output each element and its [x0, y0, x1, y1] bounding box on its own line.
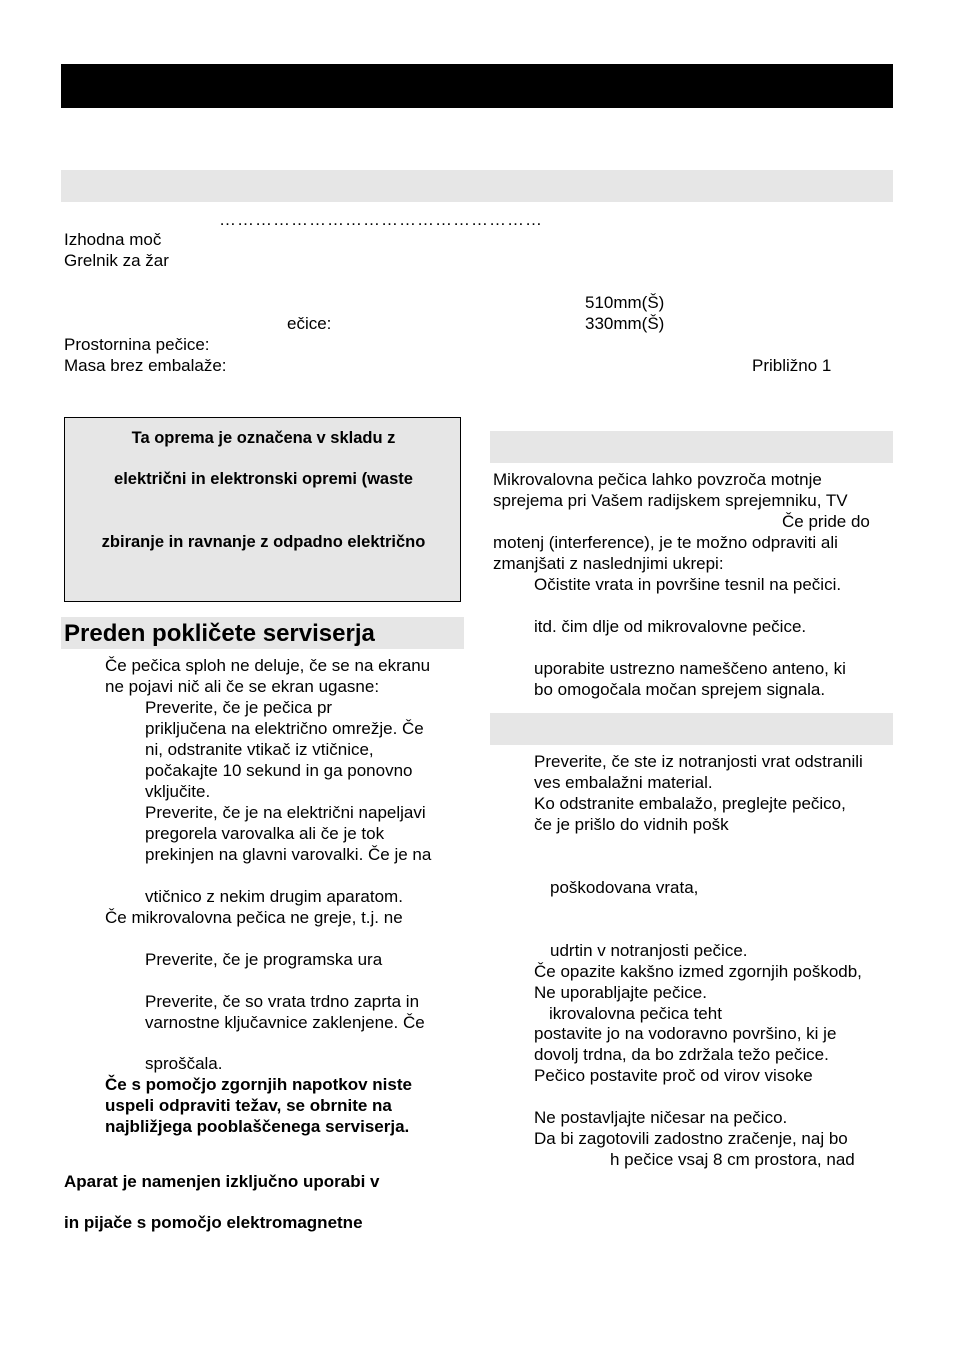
service-text-line: Če mikrovalovna pečica ne greje, t.j. ne — [105, 908, 403, 927]
spec-volume-label: Prostornina pečice: — [64, 335, 210, 354]
spec-mass-value: Približno 1 — [752, 356, 832, 375]
install-text-line: poškodovana vrata, — [550, 878, 699, 897]
spec-oven-dimension-label: ečice: — [287, 314, 332, 333]
install-text-line: Ne postavljajte ničesar na pečico. — [534, 1108, 788, 1127]
install-text-line: če je prišlo do vidnih pošk — [534, 815, 729, 834]
service-bold-line: uspeli odpraviti težav, se obrnite na — [105, 1096, 392, 1115]
service-section-title: Preden pokličete serviserja — [64, 620, 375, 647]
weee-line: zbiranje in ravnanje z odpadno električno — [101, 533, 426, 551]
service-text-line: počakajte 10 sekund in ga ponovno — [145, 761, 413, 780]
interference-text-line: zmanjšati z naslednjimi ukrepi: — [493, 554, 724, 573]
spec-output-power-label: Izhodna moč — [64, 230, 162, 249]
service-text-line: Preverite, če je pečica pr — [145, 698, 333, 717]
interference-text-line: bo omogočala močan sprejem signala. — [534, 680, 826, 699]
service-text-line: Preverite, če so vrata trdno zaprta in — [145, 992, 420, 1011]
service-text-line: Preverite, če je programska ura — [145, 950, 383, 969]
install-text-line: Preverite, če ste iz notranjosti vrat odstranili — [534, 752, 863, 771]
usage-note-line: Aparat je namenjen izključno uporabi v — [64, 1172, 380, 1191]
install-text-line: h pečice vsaj 8 cm prostora, nad — [610, 1150, 855, 1169]
install-text-line: Da bi zagotovili zadostno zračenje, naj bo — [534, 1129, 848, 1148]
service-bold-line: Če s pomočjo zgornjih napotkov niste — [105, 1075, 412, 1094]
service-text-line: vključite. — [145, 782, 211, 801]
spec-mass-label: Masa brez embalaže: — [64, 356, 227, 375]
specifications-heading-bar — [61, 170, 893, 202]
install-text-line: Pečico postavite proč od virov visoke — [534, 1066, 813, 1085]
spec-dimension-value-2: 330mm(Š) — [585, 314, 665, 333]
service-bold-line: najbližjega pooblaščenega serviserja. — [105, 1117, 410, 1136]
interference-text-line: Mikrovalovna pečica lahko povzroča motnje — [493, 470, 822, 489]
install-text-line: udrtin v notranjosti pečice. — [550, 941, 748, 960]
interference-text-line: Očistite vrata in površine tesnil na pečici. — [534, 575, 842, 594]
interference-text-line: Če pride do — [782, 512, 870, 531]
interference-text-line: uporabite ustrezno nameščeno anteno, ki — [534, 659, 846, 678]
install-text-line: dovolj trdna, da bo zdržala težo pečice. — [534, 1045, 829, 1064]
service-text-line: Če pečica sploh ne deluje, če se na ekranu — [105, 656, 431, 675]
service-text-line: prekinjen na glavni varovalki. Če je na — [145, 845, 432, 864]
installation-heading-bar — [490, 713, 893, 745]
interference-text-line: motenj (interference), je te možno odpraviti ali — [493, 533, 838, 552]
service-text-line: ne pojavi nič ali če se ekran ugasne: — [105, 677, 380, 696]
install-text-line: postavite jo na vodoravno površino, ki je — [534, 1024, 837, 1043]
install-text-line: Če opazite kakšno izmed zgornjih poškodb, — [534, 962, 862, 981]
service-text-line: varnostne ključavnice zaklenjene. Če — [145, 1013, 425, 1032]
usage-note-line: in pijače s pomočjo elektromagnetne — [64, 1213, 363, 1232]
service-text-line: priključena na električno omrežje. Če — [145, 719, 424, 738]
header-bar — [61, 64, 893, 108]
install-text-line: ikrovalovna pečica teht — [549, 1004, 722, 1023]
spec-grill-label: Grelnik za žar — [64, 251, 169, 270]
weee-line: električni in elektronski opremi (waste — [114, 470, 413, 488]
service-text-line: vtičnico z nekim drugim aparatom. — [145, 887, 403, 906]
service-text-line: sproščala. — [145, 1054, 223, 1073]
interference-text-line: itd. čim dlje od mikrovalovne pečice. — [534, 617, 807, 636]
weee-line: Ta oprema je označena v skladu z — [131, 429, 396, 447]
install-text-line: Ne uporabljajte pečice. — [534, 983, 707, 1002]
service-text-line: ni, odstranite vtikač iz vtičnice, — [145, 740, 374, 759]
service-text-line: pregorela varovalka ali če je tok — [145, 824, 385, 843]
weee-notice-box — [64, 417, 461, 602]
service-text-line: Preverite, če je na električni napeljavi — [145, 803, 426, 822]
spec-dimension-value-1: 510mm(Š) — [585, 293, 665, 312]
install-text-line: ves embalažni material. — [534, 773, 713, 792]
install-text-line: Ko odstranite embalažo, preglejte pečico, — [534, 794, 846, 813]
spec-dotted-leader: ……………………………………………… — [219, 210, 543, 229]
interference-text-line: sprejema pri Vašem radijskem sprejemniku, TV — [493, 491, 848, 510]
interference-heading-bar — [490, 431, 893, 463]
